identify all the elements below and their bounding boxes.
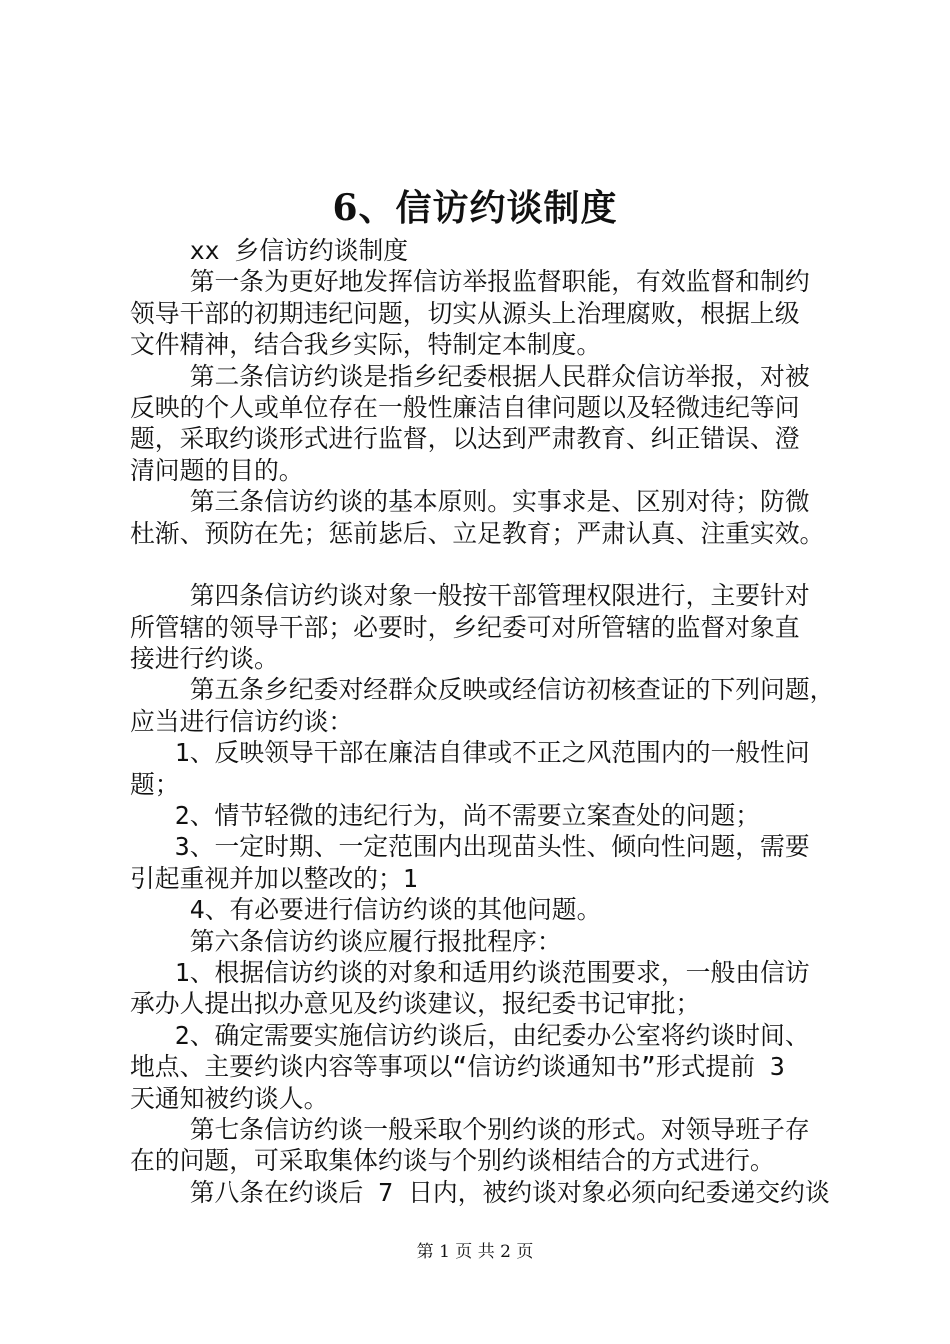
body-line: 清问题的目的。 xyxy=(130,455,304,485)
body-line: 应当进行信访约谈： xyxy=(130,706,354,736)
body-line: 接进行约谈。 xyxy=(130,644,279,674)
body-line: 2、情节轻微的违纪行为，尚不需要立案查处的问题； xyxy=(130,801,761,831)
body-line xyxy=(130,549,842,580)
body-line: 第二条信访约谈是指乡纪委根据人民群众信访举报，对被 xyxy=(130,361,810,391)
document-body xyxy=(130,235,842,1208)
body-line: 在的问题，可采取集体约谈与个别约谈相结合的方式进行。 xyxy=(130,1146,775,1176)
body-line: 反映的个人或单位存在一般性廉洁自律问题以及轻微违纪等问 xyxy=(130,392,800,422)
body-line: 3、一定时期、一定范围内出现苗头性、倾向性问题，需要 xyxy=(130,832,810,862)
body-line: 4、有必要进行信访约谈的其他问题。 xyxy=(130,895,602,925)
body-line: 题； xyxy=(130,769,180,799)
body-line: 第四条信访约谈对象一般按干部管理权限进行，主要针对 xyxy=(130,581,810,611)
body-line: 第一条为更好地发挥信访举报监督职能，有效监督和制约 xyxy=(130,267,810,297)
body-line: 2、确定需要实施信访约谈后，由纪委办公室将约谈时间、 xyxy=(130,1020,810,1050)
body-line: 第五条乡纪委对经群众反映或经信访初核查证的下列问题， xyxy=(130,675,835,705)
body-line: 第八条在约谈后 7 日内，被约谈对象必须向纪委递交约谈 xyxy=(130,1177,830,1207)
body-line: 地点、主要约谈内容等事项以“信访约谈通知书”形式提前 3 xyxy=(130,1052,785,1082)
body-line: 题，采取约谈形式进行监督，以达到严肃教育、纠正错误、澄 xyxy=(130,424,800,454)
body-line: 文件精神，结合我乡实际，特制定本制度。 xyxy=(130,330,602,360)
body-line: 1、根据信访约谈的对象和适用约谈范围要求，一般由信访 xyxy=(130,957,810,987)
body-line: 第三条信访约谈的基本原则。实事求是、区别对待；防微 xyxy=(130,487,810,517)
body-line: 所管辖的领导干部；必要时，乡纪委可对所管辖的监督对象直 xyxy=(130,612,800,642)
body-line: 承办人提出拟办意见及约谈建议，报纪委书记审批； xyxy=(130,989,701,1019)
body-line: 天通知被约谈人。 xyxy=(130,1083,329,1113)
body-line: 引起重视并加以整改的；1 xyxy=(130,863,418,893)
body-line: 杜渐、预防在先；惩前毖后、立足教育；严肃认真、注重实效。 xyxy=(130,518,825,548)
body-line: xx 乡信访约谈制度 xyxy=(130,236,409,265)
body-line: 第六条信访约谈应履行报批程序： xyxy=(130,926,562,956)
body-line: 第七条信访约谈一般采取个别约谈的形式。对领导班子存 xyxy=(130,1114,810,1144)
document-title: 6、信访约谈制度 xyxy=(332,187,618,229)
body-line: 1、反映领导干部在廉洁自律或不正之风范围内的一般性问 xyxy=(130,738,810,768)
body-line: 领导干部的初期违纪问题，切实从源头上治理腐败，根据上级 xyxy=(130,298,800,328)
page-footer: 第 1 页 共 2 页 xyxy=(416,1242,534,1262)
